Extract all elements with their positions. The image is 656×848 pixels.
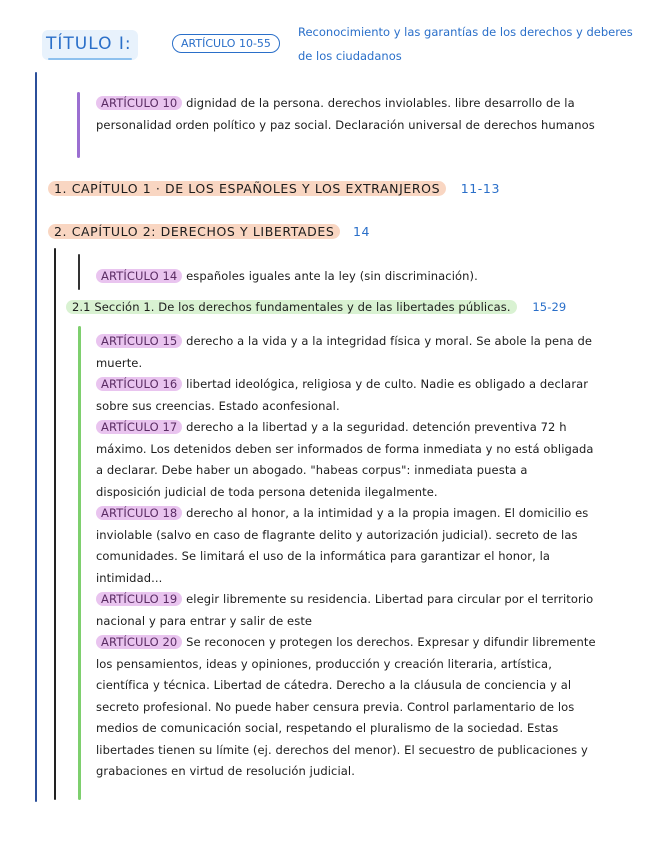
art18-label: ARTÍCULO 18: [96, 506, 182, 520]
art14-dark-rule: [78, 254, 80, 290]
art20-text: Se reconocen y protegen los derechos. Expresar y difundir libremente los pensamientos, ideas y opiniones, producción y creación literaria, artística, científica y técnica. Libertad de cátedra. Derecho a la cláusula de conciencia y al secreto profesional. No puede haber censura previa. Control parlamentario de los medios de comunicación social, respetando el pluralismo de la sociedad. Estas libertades tienen su límite (ej. derechos del menor). El secuestro de publicaciones y grabaciones en virtud de resolución judicial.: [96, 635, 596, 778]
art10-text: dignidad de la persona. derechos inviolables. libre desarrollo de la personalidad orden político y paz social. Declaración universal de derechos humanos: [96, 96, 595, 132]
art19-label: ARTÍCULO 19: [96, 592, 182, 606]
art10-block: [96, 93, 606, 136]
art20-label: ARTÍCULO 20: [96, 635, 182, 649]
art17-block: [96, 417, 594, 503]
titulo-description: Reconocimiento y las garantías de los derechos y deberes de los ciudadanos: [298, 25, 633, 63]
seccion-green-rule: [78, 326, 81, 800]
capitulo2-heading: [48, 224, 370, 239]
seccion1-heading: [66, 297, 646, 319]
art17-text: derecho a la libertad y a la seguridad. detención preventiva 72 h máximo. Los detenidos deben ser informados de forma inmediata y no está obligada a declarar. Debe haber un abogado. "habeas corpus": inmediata puesta a disposición judicial de toda persona detenida ilegalmente.: [96, 420, 594, 499]
art15-label: ARTÍCULO 15: [96, 334, 182, 348]
outer-blue-rule: [35, 72, 37, 802]
art14-label: ARTÍCULO 14: [96, 269, 182, 283]
titulo-heading: TÍTULO I:: [46, 34, 132, 54]
titulo-underline: [48, 58, 132, 60]
capitulo1-label: 1. CAPÍTULO 1 · DE LOS ESPAÑOLES Y LOS EXTRANJEROS: [48, 181, 446, 196]
art17-label: ARTÍCULO 17: [96, 420, 182, 434]
art10-purple-rule: [77, 92, 80, 158]
art15-text: derecho a la vida y a la integridad física y moral. Se abole la pena de muerte.: [96, 334, 593, 370]
art16-block: [96, 374, 594, 417]
capitulo2-range: 14: [353, 224, 371, 239]
seccion1-label: 2.1 Sección 1. De los derechos fundamentales y de las libertades públicas.: [66, 300, 517, 314]
art16-text: libertad ideológica, religiosa y de culto. Nadie es obligado a declarar sobre sus creencias. Estado aconfesional.: [96, 377, 589, 413]
art14-text: españoles iguales ante la ley (sin discriminación).: [186, 269, 478, 283]
capitulo1-heading: [48, 181, 500, 196]
art16-label: ARTÍCULO 16: [96, 377, 182, 391]
art14-block: [96, 266, 606, 288]
articulos-range-badge: ARTÍCULO 10-55: [172, 34, 280, 53]
art19-block: [96, 589, 616, 632]
art18-text: derecho al honor, a la intimidad y a la propia imagen. El domicilio es inviolable (salvo en caso de flagrante delito y autorización judicial). secreto de las comunidades. Se limitará el uso de la informática para garantizar el honor, la intimidad...: [96, 506, 589, 585]
seccion1-range: 15-29: [532, 300, 567, 314]
capitulo1-range: 11-13: [460, 181, 501, 196]
cap2-dark-rule: [54, 248, 56, 800]
art10-label: ARTÍCULO 10: [96, 96, 182, 110]
art19-text: elegir libremente su residencia. Libertad para circular por el territorio nacional y para entrar y salir de este: [96, 592, 594, 628]
capitulo2-label: 2. CAPÍTULO 2: DERECHOS Y LIBERTADES: [48, 224, 340, 239]
art15-block: [96, 331, 594, 374]
art18-block: [96, 503, 594, 589]
art20-block: [96, 632, 604, 783]
